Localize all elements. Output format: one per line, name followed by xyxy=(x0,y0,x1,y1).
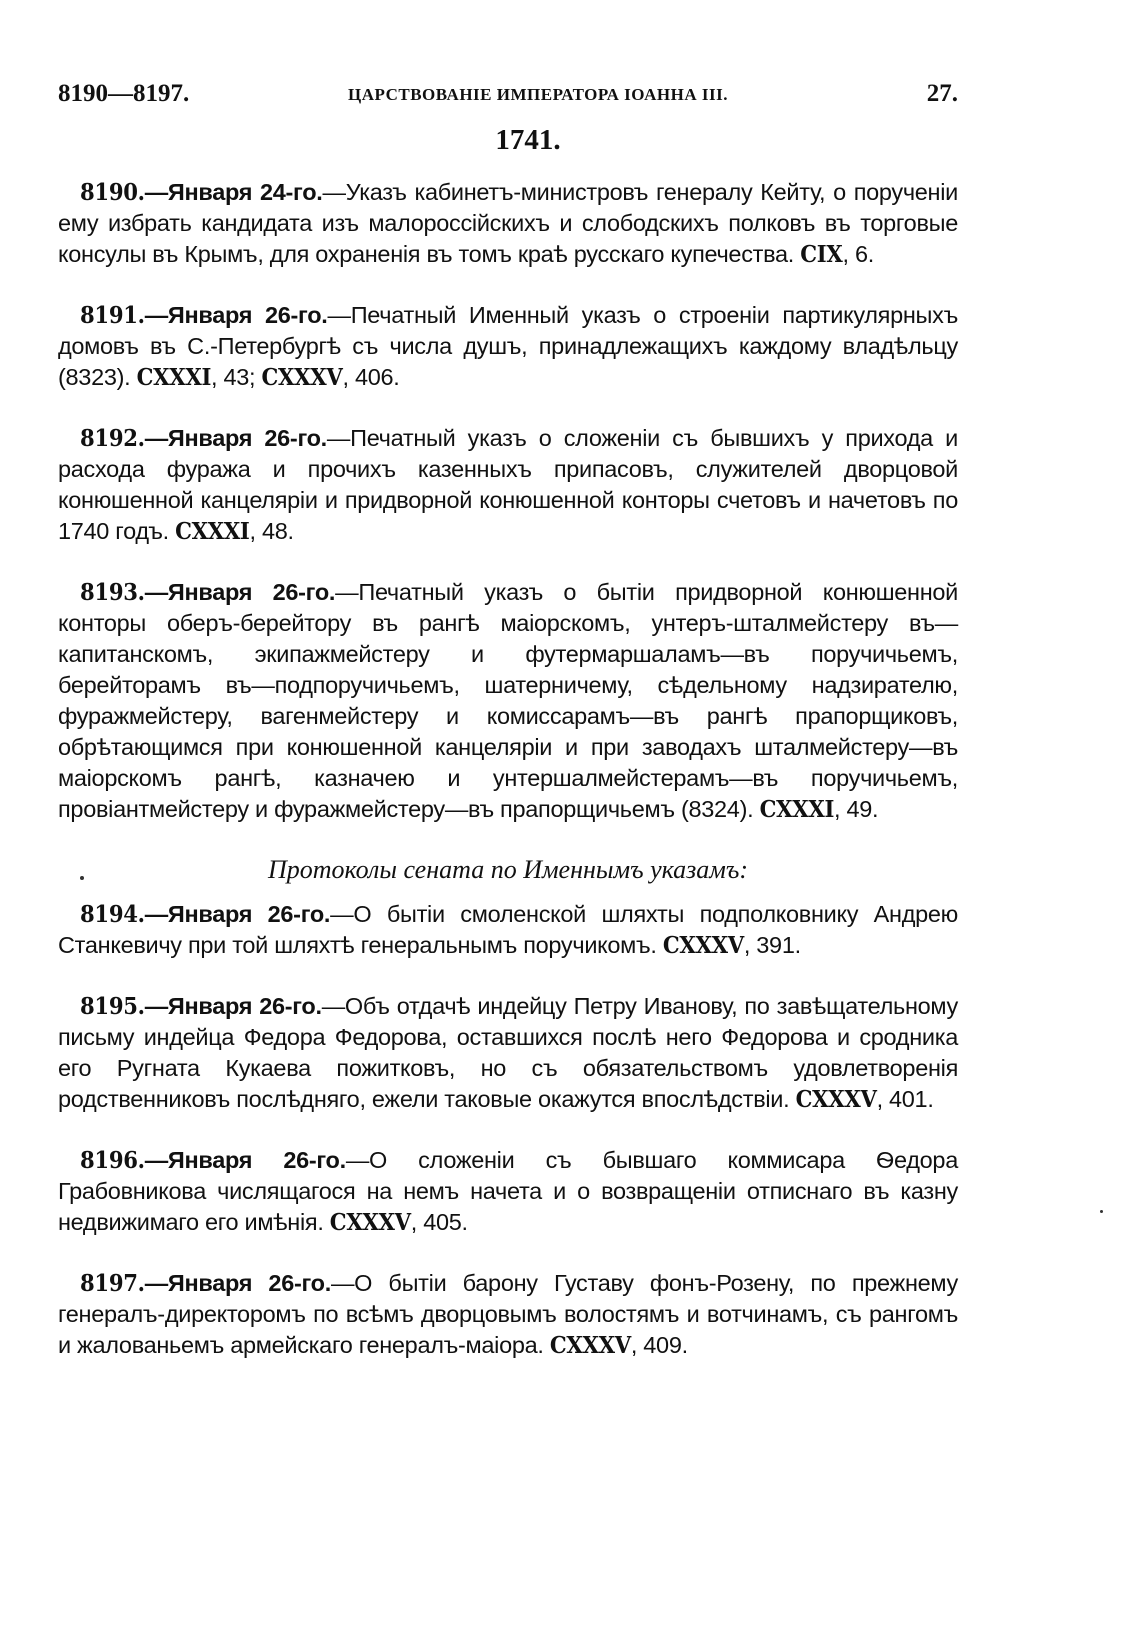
page-ref-2: , 406. xyxy=(342,364,400,390)
page-ref: , 48. xyxy=(249,518,294,544)
entry-date: —Января 26-го. xyxy=(144,425,327,451)
entry-text: —Печатный указъ о сложеніи съ бывшихъ у прихода и расхода фуража и прочихъ казенныхъ припасовъ, служителей дворцовой конюшенной канцеляріи и придворной конюшенной конторы счетовъ и начетовъ по 1740 годъ. xyxy=(58,425,958,544)
page-number: 27. xyxy=(926,80,958,107)
entry-date: —Января 26-го. xyxy=(144,901,331,927)
entry-date: —Января 26-го. xyxy=(144,1147,346,1173)
entry-number: 8197. xyxy=(80,1269,145,1297)
entry-8193 xyxy=(58,577,958,825)
page-ref: , 401. xyxy=(876,1086,934,1112)
section-subtitle: Протоколы сената по Именнымъ указамъ: xyxy=(267,855,749,884)
volume-ref: CXXXV xyxy=(662,931,744,959)
entry-number: 8191. xyxy=(80,301,145,329)
entry-text: —Печатный указъ о бытіи придворной конюшенной конторы оберъ-берейтору въ рангѣ маіорскомъ, унтеръ-шталмейстеру въ—капитанскомъ, экипажмейстеру и футермаршаламъ—въ поручичьемъ, берейторамъ въ—подпоручичьемъ, шатерничему, сѣдельному надзирателю, фуражмейстеру, вагенмейстеру и комиссарамъ—въ рангѣ прапорщиковъ, обрѣтающимся при конюшенной канцеляріи и при заводахъ шталмейстеру—въ маіорскомъ рангѣ, казначею и унтершалмейстерамъ—въ поручичьемъ, провіантмейстеру и фуражмейстеру—въ прапорщичьемъ (8324). xyxy=(58,579,958,822)
page-ref: , 49. xyxy=(834,796,879,822)
page-ref: , 409. xyxy=(630,1332,688,1358)
running-title: ЦАРСТВОВАНІЕ ИМПЕРАТОРА ІОАННА III. xyxy=(348,85,728,104)
volume-ref: CXXXV xyxy=(329,1208,411,1236)
page-ref: , 6. xyxy=(842,241,874,267)
entry-number: 8190. xyxy=(80,178,145,206)
entry-number: 8192. xyxy=(80,424,145,452)
entry-range: 8190—8197. xyxy=(58,80,190,107)
entry-8195 xyxy=(58,991,958,1115)
entry-date: —Января 24-го. xyxy=(144,179,323,205)
volume-ref-2: CXXXV xyxy=(261,363,343,391)
entry-8192 xyxy=(58,423,958,547)
entry-text: —Печатный Именный указъ о строеніи партикулярныхъ домовъ въ С.-Петербургѣ съ числа душъ, принадлежащихъ каждому владѣльцу (8323). xyxy=(58,302,958,390)
page-ref: , 391. xyxy=(743,932,801,958)
entry-text: —О бытіи смоленской шляхты подполковнику Андрею Станкевичу при той шляхтѣ генеральнымъ поручикомъ. xyxy=(58,901,958,958)
page-ref: , 43; xyxy=(211,364,262,390)
entry-8196 xyxy=(58,1145,958,1238)
entry-8197 xyxy=(58,1268,958,1361)
entry-date: —Января 26-го. xyxy=(144,993,322,1019)
entry-text: —О бытіи барону Густаву фонъ-Розену, по прежнему генералъ-директоромъ по всѣмъ дворцовымъ волостямъ и вотчинамъ, съ рангомъ и жалованьемъ армейскаго генералъ-маіора. xyxy=(58,1270,958,1358)
entry-text: —О сложеніи съ бывшаго коммисара Ѳедора Грабовникова числящагося на немъ начета и о возвращеніи отписнаго въ казну недвижимаго его имѣнія. xyxy=(58,1147,958,1235)
scan-speck xyxy=(1100,1210,1103,1213)
page-ref: , 405. xyxy=(410,1209,468,1235)
volume-ref: CXXXI xyxy=(759,795,835,823)
page xyxy=(58,80,958,1391)
scan-speck xyxy=(80,876,84,880)
entry-8194 xyxy=(58,899,958,961)
volume-ref: CXXXI xyxy=(136,363,212,391)
running-header xyxy=(58,80,958,114)
entry-8190 xyxy=(58,177,958,270)
entry-date: —Января 26-го. xyxy=(144,1270,331,1296)
volume-ref: CIX xyxy=(800,240,843,268)
entry-text: —Объ отдачѣ индейцу Петру Иванову, по завѣщательному письму индейца Федора Федорова, оставшихся послѣ него Федорова и сродника его Ругната Кукаева пожитковъ, но съ обязательствомъ удовлетворенія родственниковъ послѣдняго, ежели таковые окажутся впослѣдствіи. xyxy=(58,993,958,1112)
year-heading: 1741. xyxy=(495,124,561,156)
entry-number: 8196. xyxy=(80,1146,145,1174)
entry-8191 xyxy=(58,300,958,393)
entry-number: 8195. xyxy=(80,992,145,1020)
entry-number: 8194. xyxy=(80,900,145,928)
entry-date: —Января 26-го. xyxy=(144,579,336,605)
volume-ref: CXXXV xyxy=(549,1331,631,1359)
volume-ref: CXXXV xyxy=(795,1085,877,1113)
volume-ref: CXXXI xyxy=(175,517,250,545)
entry-number: 8193. xyxy=(80,578,145,606)
entry-text: —Указъ кабинетъ-министровъ генералу Кейту, о порученіи ему избрать кандидата изъ малороссійскихъ и слободскихъ полковъ въ торговые консулы въ Крымъ, для охраненія въ томъ краѣ русскаго купечества. xyxy=(58,179,958,267)
entry-date: —Января 26-го. xyxy=(144,302,328,328)
